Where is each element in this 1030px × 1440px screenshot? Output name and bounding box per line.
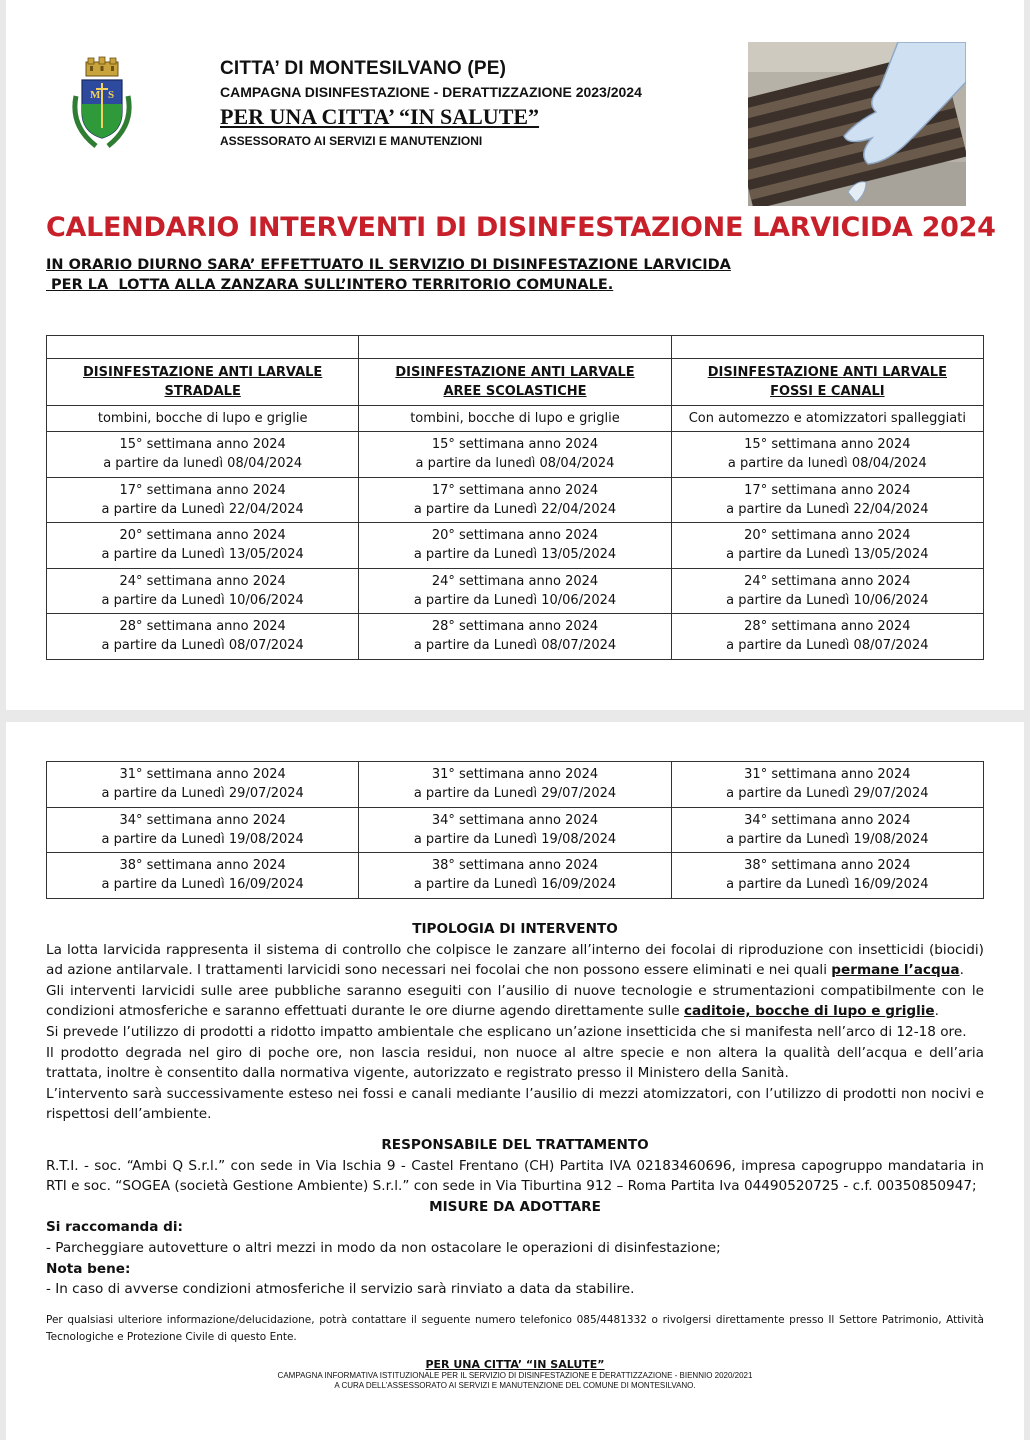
week-number: 17° settimana anno 2024: [744, 482, 911, 498]
week-start-date: a partire da Lunedì 22/04/2024: [101, 501, 304, 517]
table-row: [47, 432, 984, 478]
week-cell: [359, 568, 671, 614]
svg-text:M: M: [90, 89, 101, 101]
week-number: 24° settimana anno 2024: [119, 573, 286, 589]
header-stradale: DISINFESTAZIONE ANTI LARVALE STRADALE: [47, 359, 359, 406]
week-number: 20° settimana anno 2024: [431, 528, 599, 544]
week-cell: [47, 807, 359, 853]
week-cell: [671, 853, 983, 899]
gloved-hand-drain-photo: [748, 42, 966, 206]
nota-bene-item: - In caso di avverse condizioni atmosferiche il servizio sarà rinviato a data da stabilire.: [46, 1281, 635, 1298]
tipologia-paragraph-2: Gli interventi larvicidi sulle aree pubbliche saranno eseguiti con l’ausilio di nuove tecnologie e strumentazioni compatibilmente con le condizioni atmosferiche e saranno effettuati durante le ore diurne agendo direttamente sulle caditoie, bocche di lupo e griglie.: [46, 982, 984, 1020]
week-start-date: a partire da Lunedì 29/07/2024: [413, 786, 617, 802]
weeks-body-1: [47, 432, 984, 660]
nota-bene-label: Nota bene:: [46, 1260, 131, 1277]
week-start-date: a partire da Lunedì 19/08/2024: [726, 831, 929, 847]
responsabile-text: R.T.I. - soc. “Ambi Q S.r.l.” con sede in Via Ischia 9 - Castel Frentano (CH) Partita IVA 02183460696, impresa capogruppo mandataria in RTI e soc. “SOGEA (società Gestione Ambiente) S.r.l.” con sede in Via Tiburtina 912 – Roma Partita Iva 04490520725 - c.f. 00350850947;: [46, 1157, 984, 1195]
week-cell: [359, 523, 671, 569]
week-start-date: a partire da Lunedì 16/09/2024: [413, 877, 617, 893]
week-start-date: a partire da Lunedì 29/07/2024: [101, 786, 304, 802]
week-start-date: a partire da Lunedì 19/08/2024: [413, 831, 617, 847]
method-fossi-canali: Con automezzo e atomizzatori spalleggiati: [671, 406, 983, 432]
week-number: 38° settimana anno 2024: [119, 858, 286, 874]
week-number: 28° settimana anno 2024: [431, 619, 599, 635]
week-start-date: a partire da lunedì 08/04/2024: [727, 456, 927, 472]
week-cell: [47, 477, 359, 523]
week-start-date: a partire da Lunedì 08/07/2024: [413, 638, 617, 654]
city-crest-icon: [66, 56, 138, 152]
week-cell: [359, 477, 671, 523]
footer-line-1: CAMPAGNA INFORMATIVA ISTITUZIONALE PER IL SERVIZIO DI DISINFESTAZIONE E DERATTIZZAZIONE - BIENNIO 2020/2021: [277, 1370, 753, 1380]
tipologia-heading: TIPOLOGIA DI INTERVENTO: [412, 921, 618, 937]
week-number: 31° settimana anno 2024: [431, 767, 599, 783]
table-row: [47, 614, 984, 660]
week-number: 24° settimana anno 2024: [431, 573, 599, 589]
week-start-date: a partire da Lunedì 10/06/2024: [726, 592, 929, 608]
week-cell: [47, 523, 359, 569]
header-block: [220, 58, 760, 148]
week-cell: [671, 432, 983, 478]
table-row: [47, 762, 984, 808]
week-start-date: a partire da Lunedì 16/09/2024: [726, 877, 929, 893]
subtitle-line-1: IN ORARIO DIURNO SARA’ EFFETTUATO IL SERVIZIO DI DISINFESTAZIONE LARVICIDA: [46, 257, 731, 273]
tipologia-paragraph-1: La lotta larvicida rappresenta il sistema di controllo che colpisce le zanzare all’interno dei focolai di riproduzione con insetticidi (biocidi) ad azione antilarvale. I trattamenti larvicidi sono necessari nei focolai che non possono essere eliminati e nei quali permane l’acqua.: [46, 941, 984, 979]
document-subtitle: [46, 255, 731, 295]
tipologia-paragraph-5: L’intervento sarà successivamente esteso nei fossi e canali mediante l’ausilio di mezzi atomizzatori, con l’utilizzo di prodotti non nocivi e rispettosi dell’ambiente.: [46, 1085, 984, 1123]
page-one: [6, 0, 1024, 710]
schedule-table-part-1: [46, 335, 984, 660]
slogan: PER UNA CITTA’ “IN SALUTE”: [220, 104, 540, 129]
week-cell: [47, 432, 359, 478]
tipologia-paragraph-3: Si prevede l’utilizzo di prodotti a ridotto impatto ambientale che esplicano un’azione insetticida che si manifesta nell’arco di 12-18 ore.: [46, 1023, 967, 1040]
city-name: CITTA’ DI MONTESILVANO (PE): [220, 58, 507, 79]
subtitle-line-2: PER LA LOTTA ALLA ZANZARA SULL’INTERO TERRITORIO COMUNALE.: [46, 277, 614, 293]
week-number: 34° settimana anno 2024: [119, 812, 286, 828]
week-start-date: a partire da Lunedì 22/04/2024: [726, 501, 929, 517]
week-start-date: a partire da lunedì 08/04/2024: [415, 456, 615, 472]
week-start-date: a partire da Lunedì 10/06/2024: [413, 592, 617, 608]
week-cell: [671, 568, 983, 614]
week-number: 15° settimana anno 2024: [431, 437, 599, 453]
contact-info: Per qualsiasi ulteriore informazione/delucidazione, potrà contattare il seguente numero telefonico 085/4481332 o rivolgersi direttamente presso Il Settore Patrimonio, Attività Tecnologiche e Protezione Civile di questo Ente.: [46, 1313, 984, 1343]
week-cell: [47, 614, 359, 660]
week-cell: [47, 568, 359, 614]
info-text-block: [46, 919, 984, 1391]
week-start-date: a partire da Lunedì 08/07/2024: [101, 638, 304, 654]
week-number: 17° settimana anno 2024: [431, 482, 599, 498]
week-start-date: a partire da Lunedì 22/04/2024: [413, 501, 617, 517]
week-cell: [359, 432, 671, 478]
week-cell: [359, 807, 671, 853]
tipologia-paragraph-4: Il prodotto degrada nel giro di poche ore, non lascia residui, non nuoce al altre specie e non altera la qualità dell’acqua e dell’aria trattata, inoltre è consentito dalla normativa vigente, autorizzato e registrato presso il Ministero della Sanità.: [46, 1044, 984, 1082]
week-start-date: a partire da Lunedì 29/07/2024: [726, 786, 929, 802]
schedule-table-part-2: [46, 761, 984, 899]
week-cell: [359, 614, 671, 660]
week-start-date: a partire da Lunedì 19/08/2024: [101, 831, 304, 847]
week-number: 34° settimana anno 2024: [744, 812, 911, 828]
week-number: 15° settimana anno 2024: [744, 437, 911, 453]
week-number: 38° settimana anno 2024: [431, 858, 599, 874]
campaign-name: CAMPAGNA DISINFESTAZIONE - DERATTIZZAZIONE 2023/2024: [220, 84, 642, 100]
method-aree-scolastiche: tombini, bocche di lupo e griglie: [359, 406, 671, 432]
weeks-body-2: [47, 762, 984, 899]
department-name: ASSESSORATO AI SERVIZI E MANUTENZIONI: [220, 134, 483, 148]
raccomanda-label: Si raccomanda di:: [46, 1219, 183, 1236]
week-cell: [671, 523, 983, 569]
footer-slogan: PER UNA CITTA’ “IN SALUTE”: [425, 1357, 605, 1371]
week-cell: [671, 477, 983, 523]
week-start-date: a partire da Lunedì 16/09/2024: [101, 877, 304, 893]
footer-line-2: A CURA DELL’ASSESSORATO AI SERVIZI E MANUTENZIONE DEL COMUNE DI MONTESILVANO.: [334, 1380, 696, 1390]
table-row: [47, 523, 984, 569]
svg-text:S: S: [108, 89, 115, 101]
table-header-row: [47, 359, 984, 406]
week-number: 31° settimana anno 2024: [119, 767, 286, 783]
table-method-row: [47, 406, 984, 432]
week-cell: [671, 807, 983, 853]
week-start-date: a partire da Lunedì 13/05/2024: [726, 547, 929, 563]
week-cell: [359, 762, 671, 808]
week-cell: [359, 853, 671, 899]
table-row: [47, 807, 984, 853]
method-stradale: tombini, bocche di lupo e griglie: [47, 406, 359, 432]
week-number: 20° settimana anno 2024: [744, 528, 911, 544]
week-cell: [47, 762, 359, 808]
week-start-date: a partire da Lunedì 10/06/2024: [101, 592, 304, 608]
week-number: 17° settimana anno 2024: [119, 482, 286, 498]
week-number: 34° settimana anno 2024: [431, 812, 599, 828]
document-title: CALENDARIO INTERVENTI DI DISINFESTAZIONE LARVICIDA 2024: [46, 212, 996, 243]
week-number: 20° settimana anno 2024: [119, 528, 286, 544]
week-number: 38° settimana anno 2024: [744, 858, 911, 874]
week-start-date: a partire da Lunedì 13/05/2024: [413, 547, 617, 563]
week-number: 31° settimana anno 2024: [744, 767, 911, 783]
table-row: [47, 568, 984, 614]
misure-heading: MISURE DA ADOTTARE: [429, 1198, 601, 1215]
responsabile-heading: RESPONSABILE DEL TRATTAMENTO: [381, 1136, 649, 1153]
week-number: 15° settimana anno 2024: [119, 437, 286, 453]
page-two: [6, 722, 1024, 1440]
week-number: 28° settimana anno 2024: [744, 619, 911, 635]
table-row: [47, 853, 984, 899]
week-cell: [47, 853, 359, 899]
week-cell: [671, 614, 983, 660]
header-aree-scolastiche: DISINFESTAZIONE ANTI LARVALE AREE SCOLASTICHE: [359, 359, 671, 406]
header-fossi-canali: DISINFESTAZIONE ANTI LARVALE FOSSI E CANALI: [671, 359, 983, 406]
week-cell: [671, 762, 983, 808]
week-start-date: a partire da lunedì 08/04/2024: [103, 456, 303, 472]
week-start-date: a partire da Lunedì 13/05/2024: [101, 547, 304, 563]
table-blank-row: [47, 336, 984, 359]
table-row: [47, 477, 984, 523]
week-start-date: a partire da Lunedì 08/07/2024: [726, 638, 929, 654]
week-number: 28° settimana anno 2024: [119, 619, 286, 635]
raccomanda-item: - Parcheggiare autovetture o altri mezzi in modo da non ostacolare le operazioni di disinfestazione;: [46, 1239, 721, 1256]
week-number: 24° settimana anno 2024: [744, 573, 911, 589]
